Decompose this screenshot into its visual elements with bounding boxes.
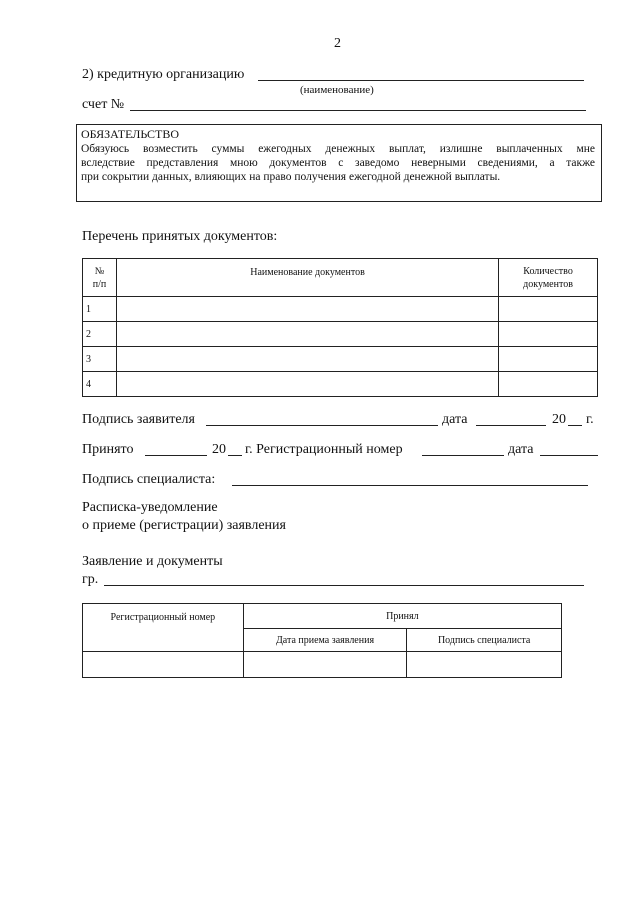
application-label: Заявление и документы bbox=[82, 554, 223, 569]
documents-table-header bbox=[83, 259, 598, 297]
accepted-date-label: дата bbox=[508, 442, 534, 457]
bank-name-line[interactable] bbox=[258, 80, 584, 81]
accepted-date2-line[interactable] bbox=[540, 455, 598, 456]
bank-label: 2) кредитную организацию bbox=[82, 67, 245, 82]
reg-number-cell[interactable] bbox=[83, 652, 244, 678]
signature-date-label: дата bbox=[442, 412, 468, 427]
table-row bbox=[83, 372, 598, 397]
obligation-line: Обязуюсь возместить суммы ежегодных денежных выплат, излишне выплаченных мне bbox=[81, 143, 595, 155]
accepted-year-prefix: 20 bbox=[212, 442, 226, 457]
obligation-title: ОБЯЗАТЕЛЬСТВО bbox=[81, 127, 180, 141]
document-name-cell[interactable] bbox=[116, 372, 498, 397]
document-name-cell[interactable] bbox=[116, 297, 498, 322]
document-count-cell[interactable] bbox=[499, 347, 598, 372]
signature-label: Подпись заявителя bbox=[82, 412, 195, 427]
documents-heading: Перечень принятых документов: bbox=[82, 229, 278, 244]
accepted-year-line[interactable] bbox=[228, 455, 242, 456]
signature-year-line[interactable] bbox=[568, 425, 582, 426]
registration-number-line[interactable] bbox=[422, 455, 504, 456]
row-number: 2 bbox=[83, 322, 117, 347]
row-number: 4 bbox=[83, 372, 117, 397]
account-label: счет № bbox=[82, 97, 125, 112]
specialist-signature-cell[interactable] bbox=[407, 652, 562, 678]
row-number: 3 bbox=[83, 347, 117, 372]
table-row bbox=[83, 347, 598, 372]
signature-date-line[interactable] bbox=[476, 425, 546, 426]
row-number: 1 bbox=[83, 297, 117, 322]
header-accepted: Принял bbox=[243, 604, 561, 629]
header-date-received: Дата приема заявления bbox=[243, 629, 407, 652]
citizen-name-line[interactable] bbox=[104, 585, 584, 586]
citizen-label: гр. bbox=[82, 572, 99, 587]
table-row bbox=[83, 652, 562, 678]
obligation-line: вследствие представления мною документов с заведомо неверными сведениями, а также bbox=[81, 157, 595, 169]
accepted-date-line[interactable] bbox=[145, 455, 207, 456]
page-number: 2 bbox=[334, 36, 341, 51]
document-count-cell[interactable] bbox=[499, 322, 598, 347]
table-row bbox=[83, 322, 598, 347]
accepted-label: Принято bbox=[82, 442, 134, 457]
document-count-cell[interactable] bbox=[499, 372, 598, 397]
header-num: № п/п bbox=[83, 259, 117, 297]
header-reg-number: Регистрационный номер bbox=[83, 604, 244, 652]
header-specialist-signature: Подпись специалиста bbox=[407, 629, 562, 652]
date-received-cell[interactable] bbox=[243, 652, 407, 678]
signature-year-prefix: 20 bbox=[552, 412, 566, 427]
registration-number-label: г. Регистрационный номер bbox=[245, 442, 403, 457]
specialist-signature-line[interactable] bbox=[232, 485, 588, 486]
receipt-title: Расписка-уведомление bbox=[82, 500, 218, 515]
registration-table bbox=[82, 603, 562, 678]
documents-table bbox=[82, 258, 598, 397]
signature-year-suffix: г. bbox=[586, 412, 594, 427]
document-name-cell[interactable] bbox=[116, 322, 498, 347]
header-name: Наименование документов bbox=[116, 259, 498, 297]
document-name-cell[interactable] bbox=[116, 347, 498, 372]
receipt-subtitle: о приеме (регистрации) заявления bbox=[82, 518, 286, 533]
table-row bbox=[83, 297, 598, 322]
bank-caption: (наименование) bbox=[300, 84, 374, 96]
obligation-text bbox=[81, 142, 595, 184]
header-count: Количество документов bbox=[499, 259, 598, 297]
specialist-label: Подпись специалиста: bbox=[82, 472, 216, 487]
obligation-line: при сокрытии данных, влияющих на право получения ежегодной денежной выплаты. bbox=[81, 171, 501, 183]
registration-table-header bbox=[83, 604, 562, 629]
signature-line[interactable] bbox=[206, 425, 438, 426]
account-number-line[interactable] bbox=[130, 110, 586, 111]
obligation-box bbox=[76, 124, 602, 202]
document-count-cell[interactable] bbox=[499, 297, 598, 322]
